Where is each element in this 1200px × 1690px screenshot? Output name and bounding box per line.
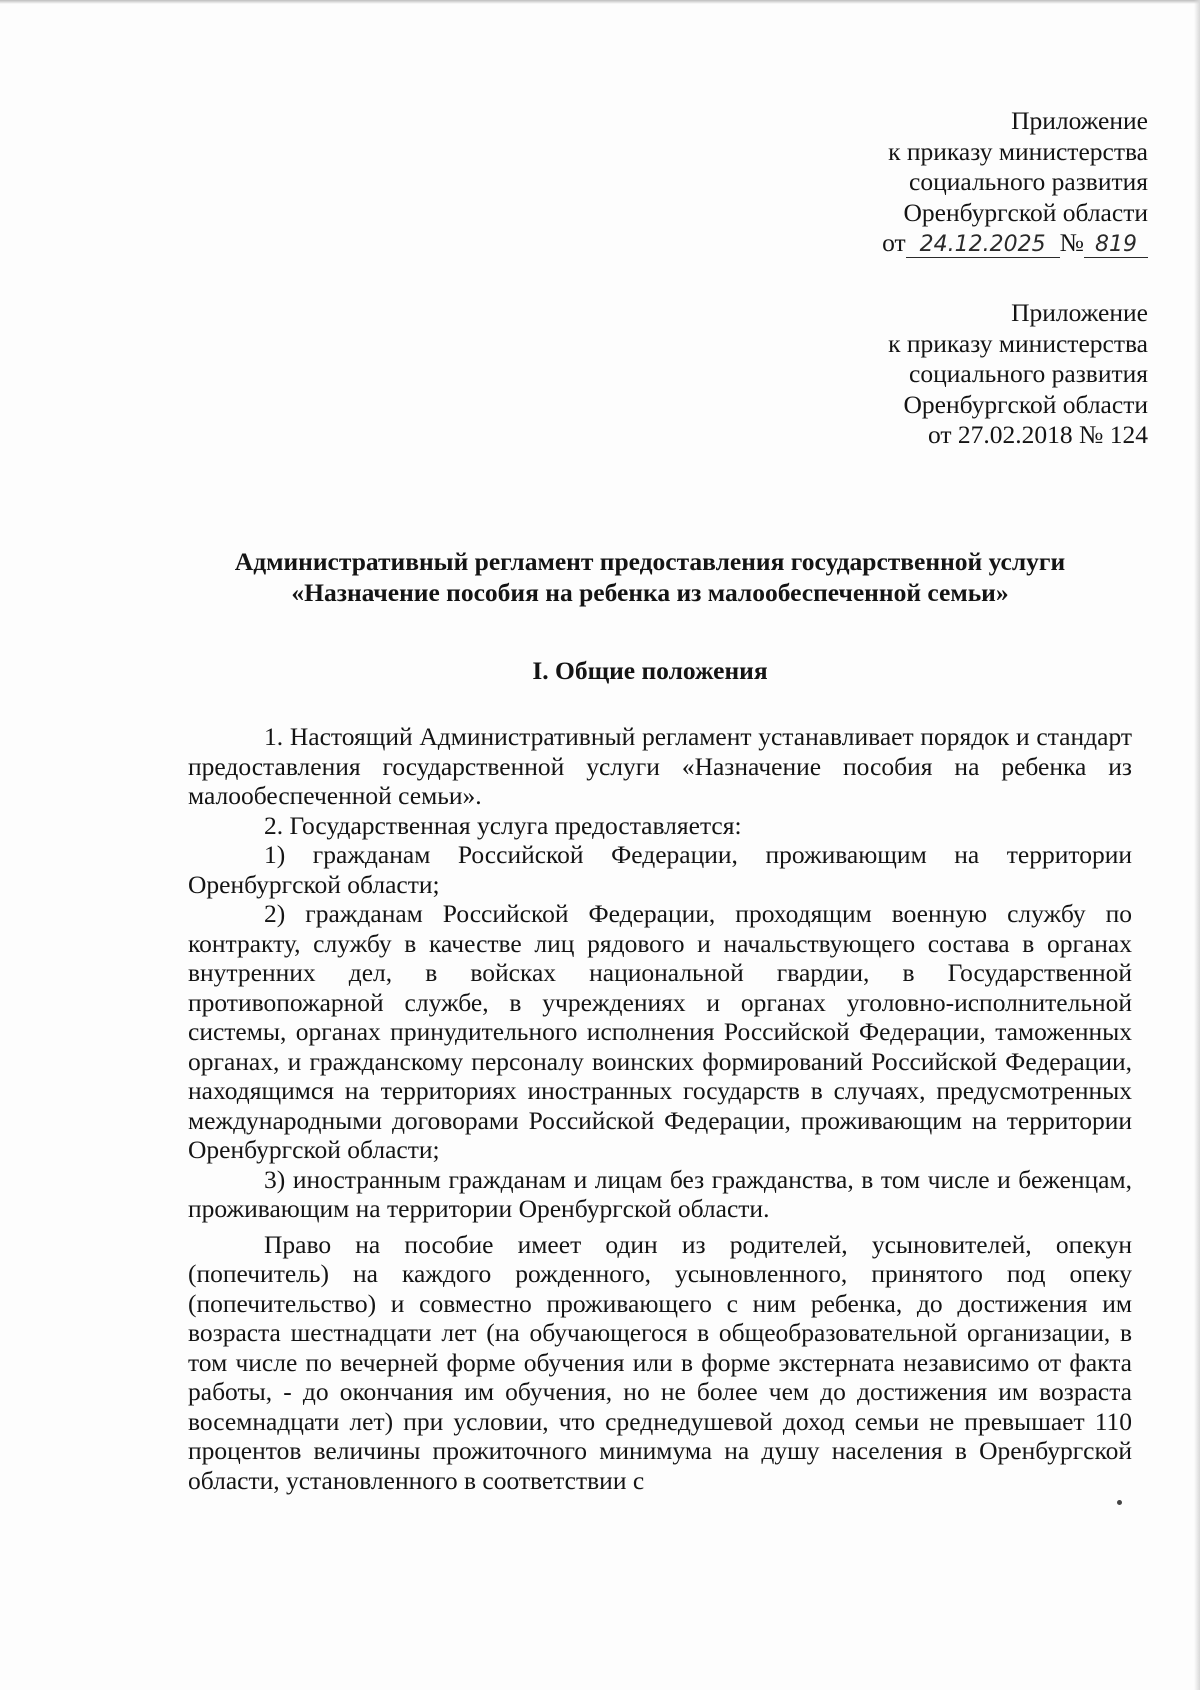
handwritten-number: 819 (1084, 233, 1148, 258)
appendix-line: социального развития (909, 167, 1148, 196)
section-heading: I. Общие положения (532, 656, 768, 685)
document-title-line: «Назначение пособия на ребенка из малообеспеченной семьи» (291, 578, 1009, 607)
appendix-line: социального развития (909, 359, 1148, 388)
appendix-line: Оренбургской области (903, 389, 1148, 419)
from-prefix: от (882, 228, 906, 257)
appendix-current-order (882, 106, 1148, 259)
paragraph: 3) иностранным гражданам и лицам без гражданства, в том числе и беженцам, проживающим на территории Оренбургской области. (188, 1164, 1132, 1223)
appendix-line: Оренбургской области (903, 197, 1148, 227)
appendix-date-line (882, 228, 1148, 259)
paragraph: Право на пособие имеет один из родителей, усыновителей, опекун (попечитель) на каждого рожденного, усыновленного, принятого под опеку (попечительство) и совместно проживающего с ним ребенка, до достижения им возраста шестнадцати лет (на обучающегося в общеобразовательной организации, в том числе по вечерней форме обучения или в форме экстерната независимо от факта работы, - до окончания им обучения, но не более чем до достижения им возраста восемнадцати лет) при условии, что среднедушевой доход семьи не превышает 110 процентов величины прожиточного минимума на душу населения в Оренбургской области, установленного в соответствии с (188, 1229, 1132, 1495)
paragraph: 1. Настоящий Административный регламент устанавливает порядок и стандарт предоставления государственной услуги «Назначение пособия на ребенка из малообеспеченной семьи». (188, 722, 1132, 810)
appendix-line: к приказу министерства (888, 136, 1148, 166)
appendix-original-order (888, 298, 1148, 451)
paragraph: 2) гражданам Российской Федерации, проходящим военную службу по контракту, службу в качестве лиц рядового и начальствующего состава в органах внутренних дел, в войсках национальной гвардии, в Государственной противопожарной службе, в учреждениях и органах уголовно-исполнительной системы, органах принудительного исполнения Российской Федерации, таможенных органах, и гражданскому персоналу воинских формирований Российской Федерации, находящимся на территориях иностранных государств в случаях, предусмотренных международными договорами Российской Федерации, проживающим на территории Оренбургской области; (188, 899, 1132, 1164)
handwritten-date: 24.12.2025 (906, 233, 1060, 258)
paragraph: 1) гражданам Российской Федерации, проживающим на территории Оренбургской области; (188, 840, 1132, 899)
appendix-line: Приложение (1011, 298, 1148, 327)
number-sign: № (1059, 228, 1084, 257)
document-title (150, 546, 1150, 608)
scan-dot-mark (1117, 1500, 1122, 1505)
paragraph: 2. Государственная услуга предоставляется: (264, 810, 742, 840)
scan-edge-right (1194, 0, 1200, 1690)
appendix-line: к приказу министерства (888, 328, 1148, 358)
document-body (188, 722, 1132, 1495)
scan-edge-top (0, 0, 1200, 4)
document-title-line: Административный регламент предоставления государственной услуги (234, 547, 1066, 576)
appendix-line: Приложение (1011, 106, 1148, 135)
appendix-line: от 27.02.2018 № 124 (927, 420, 1148, 449)
